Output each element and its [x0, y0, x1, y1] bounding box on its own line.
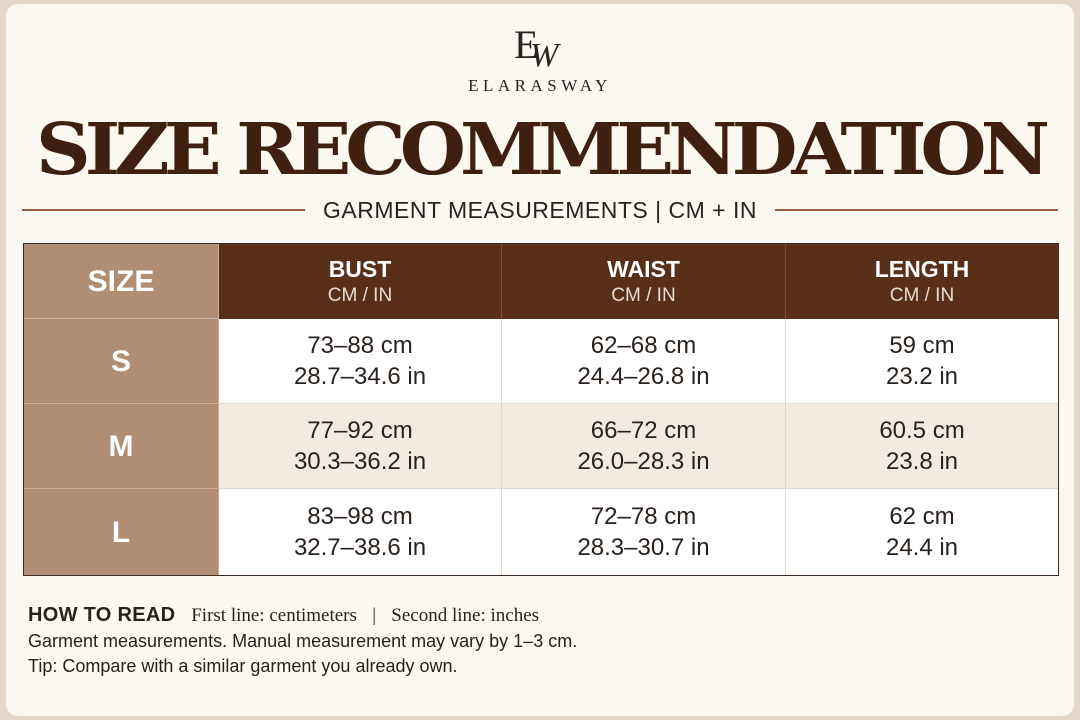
cell-cm: 59 cm [889, 332, 955, 359]
cell-cm: 62 cm [889, 503, 955, 530]
subtitle-row [22, 194, 1058, 226]
note-separator: | [372, 605, 376, 626]
cell-in: 32.7–38.6 in [293, 534, 427, 561]
measurement-note: Garment measurements. Manual measurement may vary by 1–3 cm. [28, 631, 578, 651]
cell-in: 26.0–28.3 in [577, 448, 710, 475]
column-unit: CM / IN [889, 284, 955, 306]
size-label-s: S [24, 319, 219, 404]
column-label: WAIST [607, 255, 680, 282]
cell-cm: 77–92 cm [307, 417, 413, 444]
size-label-l: L [24, 489, 219, 575]
cell-in: 23.2 in [885, 363, 959, 390]
cell-in: 24.4 in [885, 534, 959, 561]
divider-right [775, 209, 1058, 211]
how-to-read-line [28, 602, 1028, 629]
cell-cm: 73–88 cm [307, 332, 413, 359]
cell-cm: 83–98 cm [307, 503, 413, 530]
page-title: SIZE RECOMMENDATION [35, 108, 1045, 191]
brand-name: ELARASWAY [468, 76, 612, 95]
table-cell-waist [502, 319, 786, 404]
column-header-length [786, 244, 1058, 319]
cell-in: 30.3–36.2 in [293, 448, 427, 475]
brand-monogram-logo [510, 22, 574, 72]
how-to-read-heading: HOW TO READ [28, 604, 176, 626]
cell-cm: 62–68 cm [590, 332, 697, 359]
cell-in: 28.7–34.6 in [293, 363, 427, 390]
table-cell-waist [502, 404, 786, 489]
table-cell-length [786, 319, 1058, 404]
divider-left [22, 209, 305, 211]
cell-cm: 60.5 cm [879, 417, 965, 444]
table-cell-bust [219, 489, 502, 575]
how-to-read-notes [28, 602, 1028, 679]
svg-text:W: W [530, 37, 559, 72]
table-cell-waist [502, 489, 786, 575]
first-line-note: First line: centimeters [191, 605, 357, 626]
second-line-note: Second line: inches [391, 605, 540, 626]
column-label: BUST [328, 255, 392, 282]
table-cell-length [786, 404, 1058, 489]
tip-note: Tip: Compare with a similar garment you already own. [28, 656, 458, 676]
column-header-bust [219, 244, 502, 319]
table-cell-length [786, 489, 1058, 575]
cell-in: 24.4–26.8 in [577, 363, 710, 390]
column-unit: CM / IN [611, 284, 676, 306]
subtitle: GARMENT MEASUREMENTS | CM + IN [323, 196, 757, 223]
column-label: LENGTH [874, 255, 970, 282]
size-label-m: M [24, 404, 219, 489]
column-unit: CM / IN [327, 284, 393, 306]
cell-cm: 66–72 cm [590, 417, 697, 444]
svg-text:E: E [514, 22, 539, 67]
table-cell-bust [219, 319, 502, 404]
table-cell-bust [219, 404, 502, 489]
cell-in: 23.8 in [885, 448, 959, 475]
cell-in: 28.3–30.7 in [577, 534, 710, 561]
size-table [23, 243, 1059, 576]
cell-cm: 72–78 cm [590, 503, 697, 530]
size-header: SIZE [24, 244, 219, 319]
column-header-waist [502, 244, 786, 319]
